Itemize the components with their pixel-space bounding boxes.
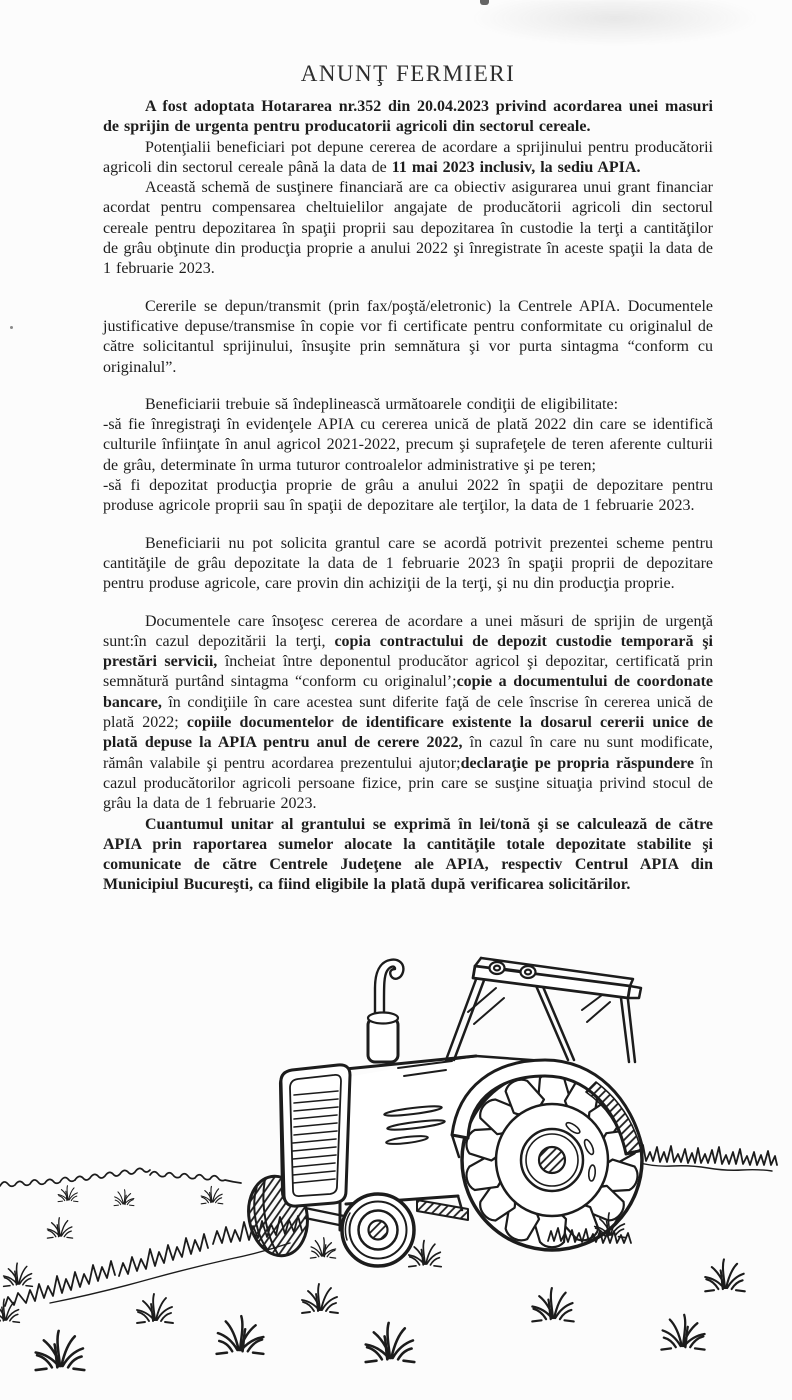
text-run: copia contractului de depozit custodie temporară şi prestări servicii, bbox=[103, 632, 714, 671]
text-run: în cazul în care nu sunt modificate, rămân valabile şi pentru acordarea prezentului ajutor; bbox=[103, 734, 714, 772]
paragraph bbox=[103, 395, 713, 415]
text-run: Beneficiarii nu pot solicita grantul care se acordă potrivit prezentei scheme pentru cantităţile de grâu depozitate la data de 1 februarie 2023 în spaţii proprii de depozitare pentru produse agricole, care provin din achiziţii de la terţi, şi nu din producţia proprie. bbox=[103, 534, 713, 593]
text-run: -să fi depozitat producţia proprie de grâu a anului 2022 în spaţii de depozitare pentru produse agricole proprii sau în spaţii de depozitare ale terţilor, la data de 1 februarie 2023. bbox=[103, 477, 713, 515]
scan-speck-artifact bbox=[480, 0, 489, 5]
tractor bbox=[242, 958, 643, 1266]
text-run: A fost adoptata Hotararea nr.352 din 20.04.2023 privind acordarea unei masuri de sprijin de urgenta pentru producatorii agricoli din sectorul cereale. bbox=[103, 98, 713, 136]
text-run: Documentele care însoţesc cererea de acordare a unei măsuri de sprijin de urgenţă sunt:în cazul depozitării la terţi, bbox=[103, 612, 713, 650]
text-run: declaraţie pe propria răspundere bbox=[460, 754, 694, 772]
paragraph bbox=[103, 612, 713, 815]
tractor-exhaust bbox=[368, 960, 403, 1062]
tractor-grille bbox=[280, 1065, 350, 1206]
paragraph bbox=[103, 178, 713, 279]
tractor-illustration bbox=[0, 948, 792, 1400]
paragraph bbox=[103, 534, 713, 595]
tractor-front-wheel bbox=[342, 1194, 414, 1266]
page-title: ANUNŢ FERMIERI bbox=[300, 61, 516, 87]
paragraph bbox=[103, 97, 713, 138]
document-body bbox=[103, 97, 713, 896]
text-run: copiile documentelor de identificare existente la dosarul cererii unice de plată depuse la APIA pentru anul de cerere 2022, bbox=[103, 714, 713, 752]
text-run: Cuantumul unitar al grantului se exprimă în lei/tonă şi se calculează de către APIA prin raportarea sumelor alocate la cantităţile totale depozitate stabilite şi comunicate de către Centrele Judeţene ale APIA, respectiv Centrul APIA din Municipiul Bucureşti, ca fiind eligibile la plată după verificarea solicitărilor. bbox=[103, 815, 713, 894]
text-run: Această schemă de susţinere financiară are ca obiectiv asigurarea unui grant financiar acordat pentru compensarea cheltuielilor angajate de producătorii agricoli din sectorul cereale pentru depozitarea în spaţii proprii sau depozitarea în custodie la terţi a cantităţilor de grâu obţinute din producţia proprie a anului 2022 şi înregistrate în aceste spaţii la data de 1 februarie 2023. bbox=[103, 179, 713, 278]
horizon-grass-left bbox=[0, 1168, 241, 1186]
text-run: 11 mai 2023 inclusiv, la sediu APIA. bbox=[391, 158, 641, 176]
text-run: în cazul producătorilor agricoli persoane fizice, prin care se susţine situaţia privind stocul de grâu la data de 1 februarie 2023. bbox=[103, 754, 713, 813]
paragraph bbox=[103, 138, 713, 179]
text-run: Beneficiarii trebuie să îndeplinească următoarele condiţii de eligibilitate: bbox=[145, 395, 619, 413]
paragraph bbox=[103, 415, 713, 476]
horizon-grass-right bbox=[633, 1145, 777, 1171]
text-run: -să fie înregistraţi în evidenţele APIA cu cererea unică de plată 2022 din care se identifică culturile înfiinţate în anul agricol 2021-2022, precum şi suprafeţele de teren aferente culturii de grâu, determinate în urma tuturor controalelor administrative şi pe teren; bbox=[103, 416, 713, 474]
paragraph bbox=[103, 815, 713, 896]
text-run: copie a documentului de coordonate bancare, bbox=[103, 673, 714, 711]
text-run: Cererile se depun/transmit (prin fax/poştă/eletronic) la Centrele APIA. Documentele justificative depuse/transmise în copie vor fi certificate pentru conformitate cu originalul de către solicitantul sprijinului, însuşite prin semnătura şi vor purta sintagma “conform cu originalul”. bbox=[103, 297, 713, 376]
text-run: în condiţiile în care acestea sunt diferite faţă de cele înscrise în cererea unică de plată 2022; bbox=[103, 693, 713, 732]
paragraph bbox=[103, 297, 713, 378]
paragraph bbox=[103, 476, 713, 517]
scan-dot-artifact bbox=[10, 326, 13, 329]
text-run: Potenţialii beneficiari pot depune cererea de acordare a sprijinului pentru producătorii agricoli din sectorul cereale până la data de bbox=[103, 138, 713, 176]
scan-smudge-artifact bbox=[470, 0, 760, 46]
tractor-cab bbox=[446, 958, 641, 1062]
text-run: încheiat între deponentul producător agricol şi depozitar, certificată prin semnătură purtând sintagma “conform cu originalul’; bbox=[103, 653, 713, 691]
